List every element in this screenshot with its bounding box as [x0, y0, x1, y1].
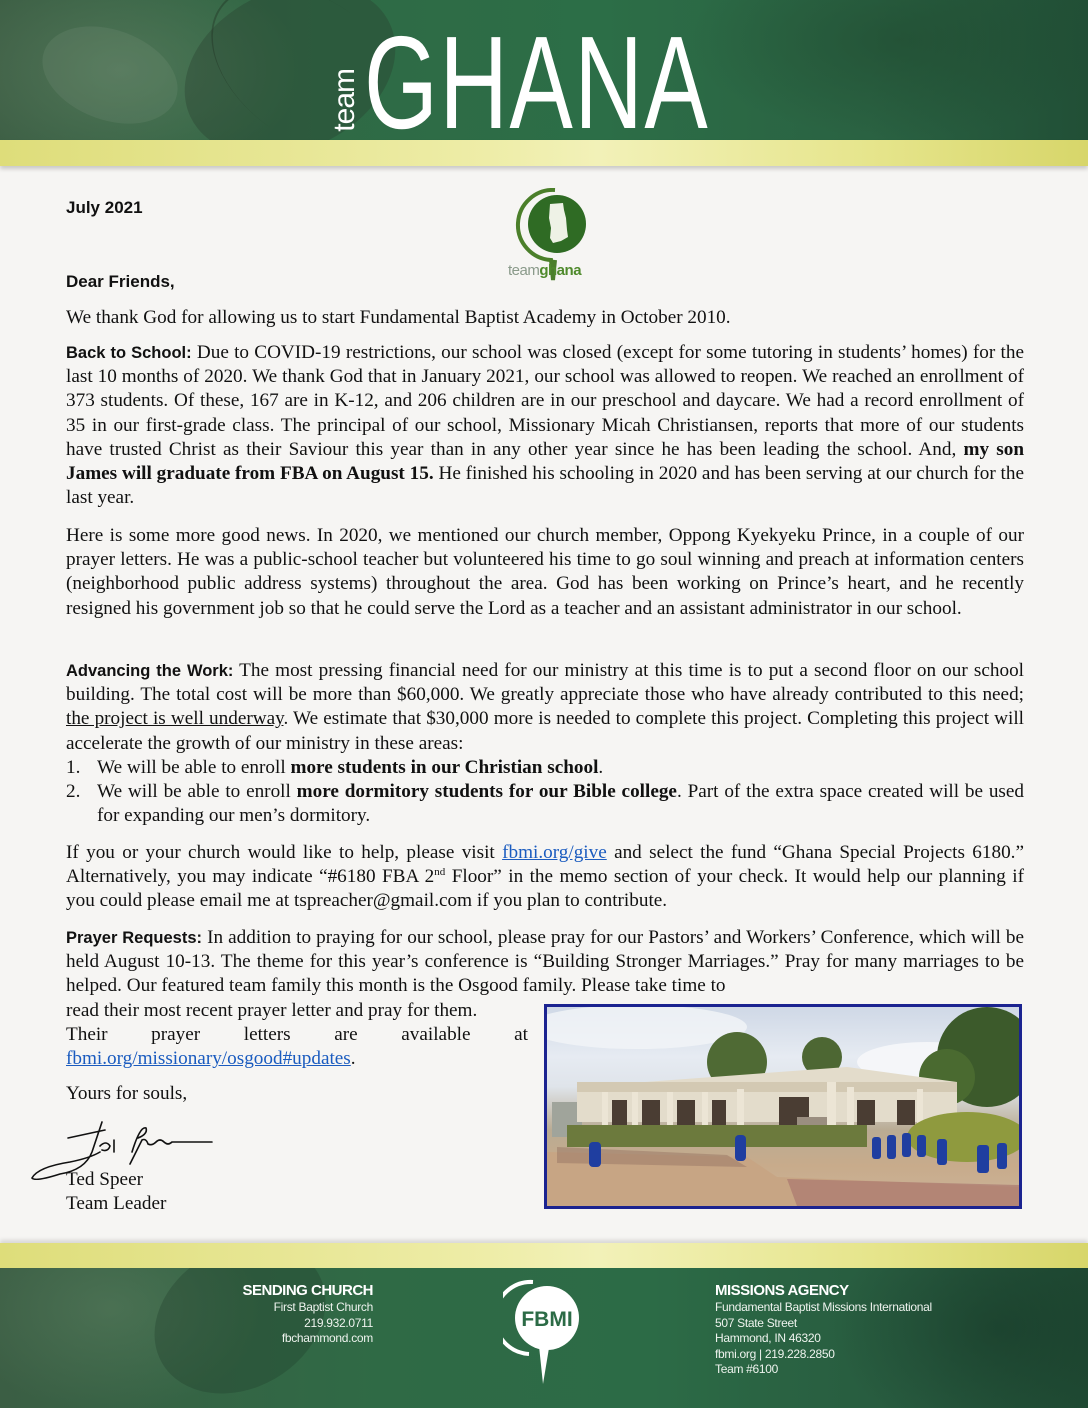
list-number: 1.: [66, 756, 81, 778]
sending-church-block: [230, 1282, 373, 1347]
list-text: .: [598, 756, 604, 778]
list-highlight: more students in our Christian school: [290, 756, 599, 778]
signer-title: Team Leader: [66, 1193, 167, 1215]
paragraph-text: and select the fund “Ghana Special Projects 6180.” Alternatively, you may indicate “#6180 FBA 2: [66, 842, 1024, 888]
brand-title: [328, 9, 843, 140]
letter-date: July 2021: [66, 198, 143, 217]
word: prayer: [151, 1024, 201, 1046]
list-text: We will be able to enroll: [97, 756, 291, 778]
underlined-text: the project is well underway: [66, 708, 284, 730]
paragraph-text: The most pressing financial need for our ministry at this time is to put a second floor on our school building. The total cost will be more than $60,000. We greatly appreciate those who have already contributed to this need;: [66, 660, 1024, 706]
fbmi-logo-text: FBMI: [521, 1308, 573, 1331]
justified-line: [66, 1023, 528, 1047]
paragraph-text: . We estimate that $30,000 more is needed to complete this project. Completing this project will accelerate the growth of our ministry in these areas:: [66, 708, 1025, 754]
list-number: 2.: [66, 781, 81, 803]
footer: [0, 1268, 1088, 1408]
list-item: [66, 780, 1024, 828]
prayer-requests-continued: [66, 999, 528, 1072]
agency-contact: fbmi.org | 219.228.2850: [715, 1346, 835, 1361]
sending-church-phone: 219.932.0711: [304, 1315, 373, 1330]
word: at: [514, 1024, 528, 1046]
paragraph-text: If you or your church would like to help, please visit: [66, 842, 503, 863]
word: letters: [243, 1024, 291, 1046]
agency-name: Fundamental Baptist Missions International: [715, 1300, 932, 1314]
ordinal-suffix: nd: [434, 866, 446, 879]
list-highlight: more dormitory students for our Bible college: [296, 781, 677, 803]
header-banner: [0, 0, 1088, 140]
highlight-text: my son James will graduate from FBA on August 15.: [66, 438, 1025, 485]
help-paragraph: [66, 841, 1024, 914]
list-text: We will be able to enroll: [97, 781, 297, 803]
advancing-work-section: [66, 659, 1024, 828]
word: available: [401, 1024, 471, 1046]
signer-name: Ted Speer: [66, 1169, 143, 1190]
benefits-list: [66, 756, 1024, 829]
paragraph-text: read their most recent prayer letter and pray for them.: [66, 1000, 478, 1021]
sending-church-heading: SENDING CHURCH: [242, 1282, 373, 1299]
osgood-updates-link[interactable]: fbmi.org/missionary/osgood#updates: [66, 1048, 351, 1070]
letter-greeting: Dear Friends,: [66, 272, 175, 291]
prayer-requests-paragraph: [66, 926, 1024, 999]
paragraph-text: He finished his schooling in 2020 and has been serving at our church for the last year.: [66, 463, 1024, 509]
brand-title-large: GHANA: [364, 9, 710, 140]
school-photo-illustration: [547, 1007, 1019, 1206]
background-foliage: [29, 9, 191, 140]
fbmi-logo-icon: [503, 1278, 583, 1390]
paragraph-text: Floor” in the memo section of your check. It would help our planning if you could please email me at tspreacher@gmail.com if you plan to contribute.: [66, 866, 1024, 912]
agency-city: Hammond, IN 46320: [715, 1331, 821, 1345]
punctuation: .: [350, 1048, 356, 1070]
advancing-work-paragraph: [66, 659, 1024, 756]
missions-agency-heading: MISSIONS AGENCY: [715, 1282, 849, 1299]
paragraph-text: In addition to praying for our school, please pray for our Pastors’ and Workers’ Conference, which will be held August 10-13. The theme for this year’s conference is “Building Stronger Marriages.” Pray for many marriages to be helped. Our featured team family this month is the Osgood family. Please take time to: [66, 927, 1024, 997]
team-ghana-logo-text: [508, 262, 581, 279]
signer-block: [66, 1168, 166, 1216]
section-heading: Advancing the Work:: [66, 662, 234, 680]
school-photo: [544, 1004, 1022, 1209]
give-link[interactable]: fbmi.org/give: [502, 842, 607, 863]
list-item: [66, 756, 1024, 780]
word: are: [334, 1024, 358, 1046]
logo-word-ghana: ghana: [539, 262, 582, 279]
agency-street: 507 State Street: [715, 1315, 797, 1330]
list-text: . Part of the extra space created will be used for expanding our men’s dormitory.: [97, 781, 1024, 827]
sending-church-website: fbchammond.com: [281, 1331, 373, 1345]
section-heading: Back to School:: [66, 344, 192, 362]
agency-team-number: Team #6100: [715, 1362, 779, 1376]
word: Their: [66, 1024, 108, 1046]
paragraph-text: Due to COVID-19 restrictions, our school was closed (except for some tutoring in students’ homes) for the last 10 months of 2020. We thank God that in January 2021, our school was allowed to reopen. We reached an enrollment of 373 students. Of these, 167 are in K-12, and 206 children are in our preschool and daycare. We had a record enrollment of 35 in our first-grade class. The principal of our school, Missionary Micah Christiansen, reports that more of our students have trusted Christ as their Saviour this year than in any other year since he has been leading the school. And,: [66, 342, 1024, 460]
logo-word-team: team: [508, 262, 540, 279]
back-to-school-paragraph: [66, 341, 1024, 510]
footer-accent-band: [0, 1243, 1088, 1268]
intro-paragraph: We thank God for allowing us to start Fundamental Baptist Academy in October 2010.: [66, 307, 731, 328]
closing-salutation: Yours for souls,: [66, 1083, 188, 1104]
section-heading: Prayer Requests:: [66, 929, 203, 947]
good-news-paragraph: Here is some more good news. In 2020, we mentioned our church member, Oppong Kyekyeku Prince, in a couple of our prayer letters. He was a public-school teacher but volunteered his time to go soul winning and preach at information centers (neighborhood public address systems) throughout the area. God has been working on Prince’s heart, and he recently resigned his government job so that he could serve the Lord as a teacher and an assistant administrator in our school.: [66, 525, 1024, 619]
header-accent-band: [0, 140, 1088, 166]
sending-church-name: First Baptist Church: [273, 1300, 373, 1314]
missions-agency-block: [715, 1282, 932, 1378]
brand-title-small: team: [328, 69, 361, 132]
